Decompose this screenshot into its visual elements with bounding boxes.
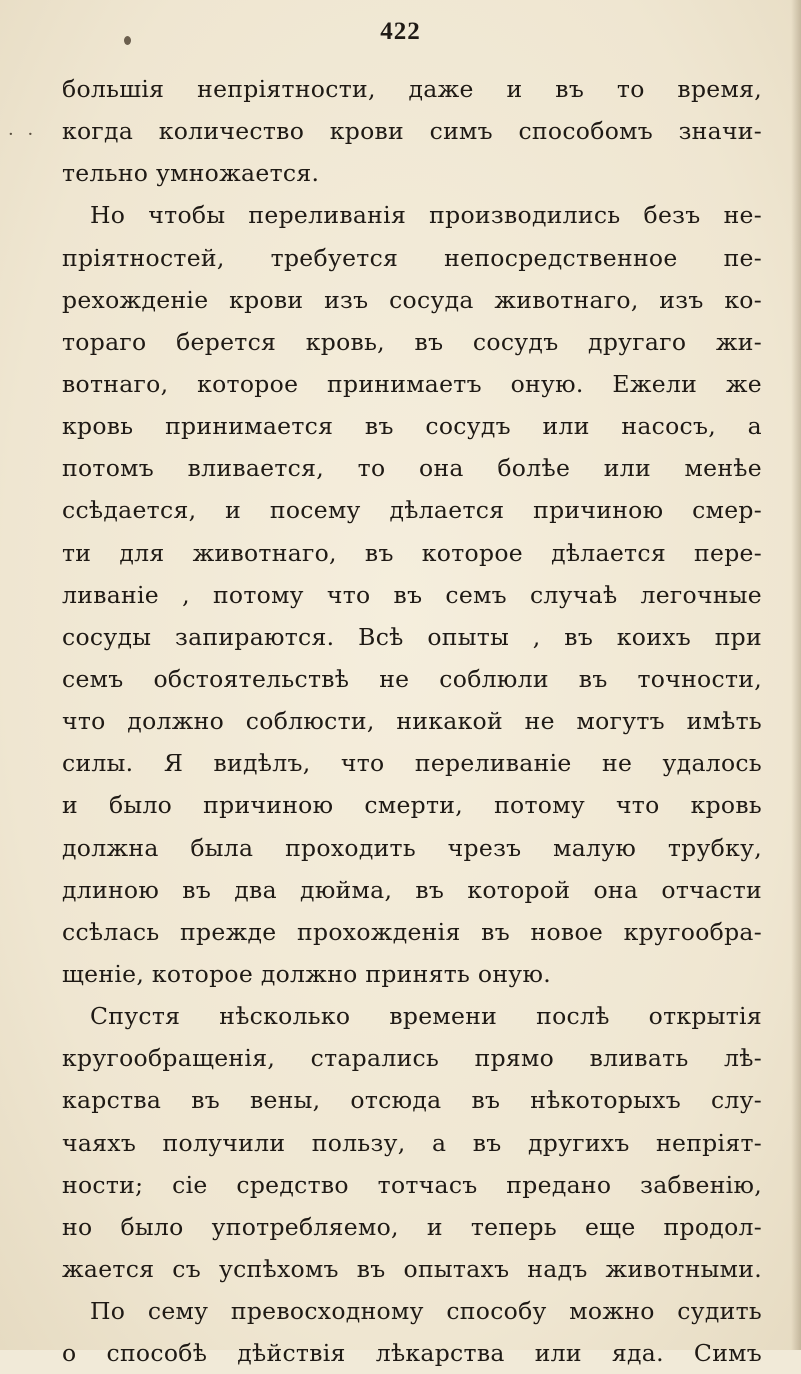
text-line: кругообращенія, старались прямо вливать лѣ- <box>62 1044 762 1073</box>
text-line: По сему превосходному способу можно судить <box>90 1297 762 1326</box>
text-line: Но чтобы переливанія производились безъ не- <box>90 201 762 230</box>
text-line: что должно соблюсти, никакой не могутъ имѣть <box>62 707 762 736</box>
text-line: длиною въ два дюйма, въ которой она отчасти <box>62 875 762 904</box>
text-line: ти для животнаго, въ которое дѣлается пере- <box>62 538 762 567</box>
text-line: ссѣдается, и посему дѣлается причиною смер- <box>62 496 762 525</box>
page-number: 422 <box>380 18 421 45</box>
text-line: чаяхъ получили пользу, а въ другихъ непріят- <box>62 1128 762 1157</box>
text-line: о способѣ дѣйствія лѣкарства или яда. Симъ <box>62 1339 762 1368</box>
text-line: потомъ вливается, то она болѣе или менѣе <box>62 454 762 483</box>
text-line: тораго берется кровь, въ сосудъ другаго жи- <box>62 327 762 356</box>
text-line: сосуды запираются. Всѣ опыты , въ коихъ при <box>62 622 762 651</box>
text-line: должна была проходить чрезъ малую трубку, <box>62 833 762 862</box>
text-line: когда количество крови симъ способомъ значи- <box>62 117 762 146</box>
text-line: кровь принимается въ сосудъ или насосъ, а <box>62 412 762 441</box>
text-line: карства въ вены, отсюда въ нѣкоторыхъ слу- <box>62 1086 762 1115</box>
text-line: большія непріятности, даже и въ то время, <box>62 75 762 103</box>
text-line: Спустя нѣсколько времени послѣ открытія <box>90 1002 762 1031</box>
page-text <box>62 68 762 1374</box>
text-line: щеніе, которое должно принять оную. <box>62 959 551 988</box>
text-line: рехожденіе крови изъ сосуда животнаго, изъ ко- <box>62 285 762 314</box>
text-line: ливаніе , потому что въ семъ случаѣ легочные <box>62 580 762 609</box>
text-line: семъ обстоятельствѣ не соблюли въ точности, <box>62 664 762 693</box>
text-line: вотнаго, которое принимаетъ оную. Ежели же <box>62 369 762 398</box>
text-line: пріятностей, требуется непосредственное пе- <box>62 243 762 272</box>
margin-mark: · · <box>8 124 38 145</box>
text-line: жается съ успѣхомъ въ опытахъ надъ животными. <box>62 1254 762 1283</box>
text-line: но было употребляемо, и теперь еще продол- <box>62 1212 762 1241</box>
text-line: тельно умножается. <box>62 159 320 188</box>
text-line: ссѣлась прежде прохожденія въ новое кругообра- <box>62 917 762 946</box>
text-line: ности; сіе средство тотчасъ предано забвенію, <box>62 1170 762 1199</box>
text-line: и было причиною смерти, потому что кровь <box>62 791 762 820</box>
page-edge <box>791 0 801 1350</box>
text-line: силы. Я видѣлъ, что переливаніе не удалось <box>62 749 762 778</box>
